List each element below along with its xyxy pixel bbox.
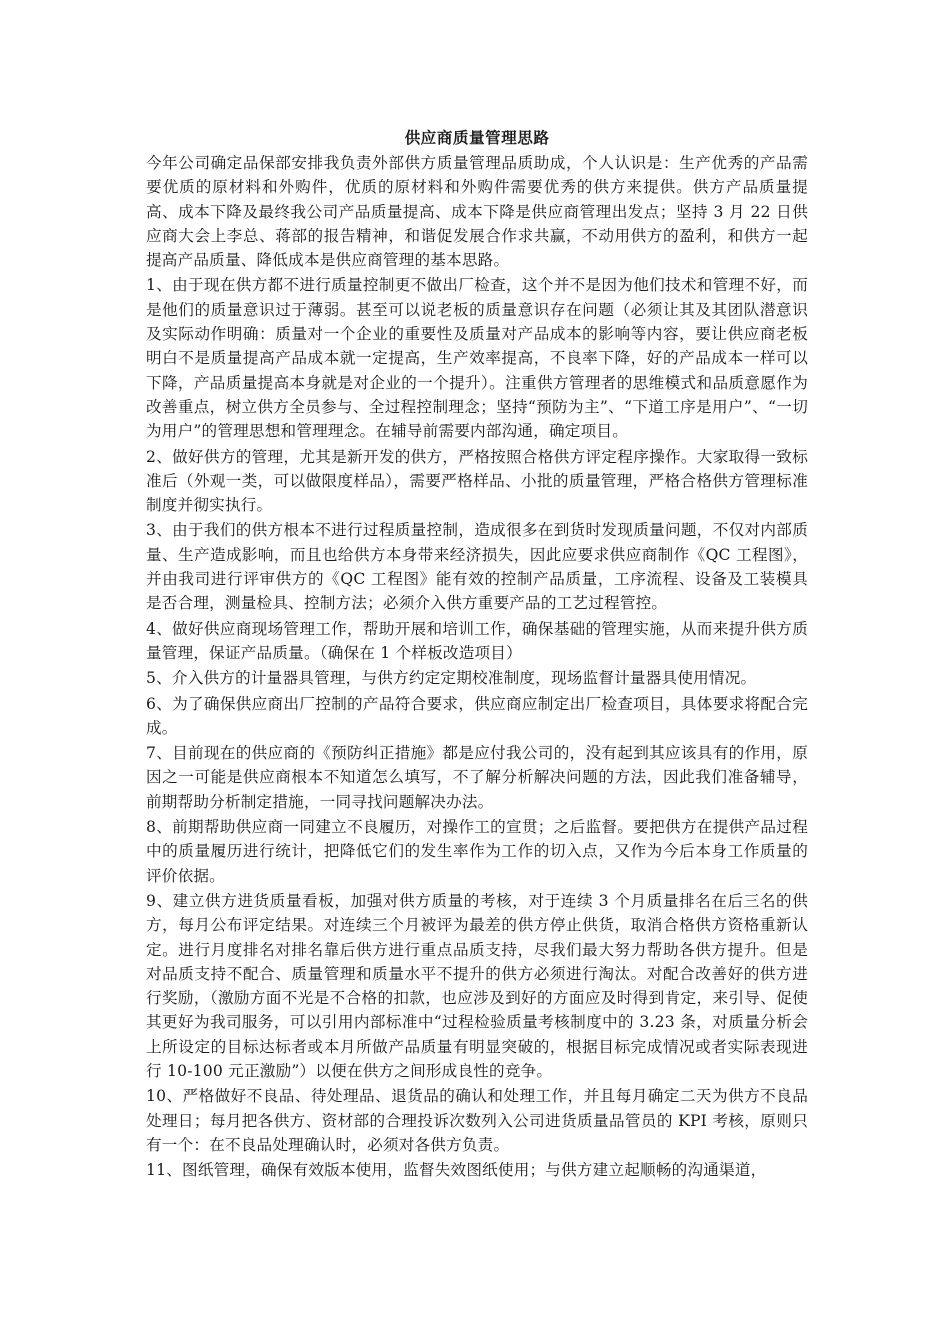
item-paragraph-10: 10、严格做好不良品、待处理品、退货品的确认和处理工作，并且每月确定二天为供方不良品处理日；每月把各供方、资材部的合理投诉次数列入公司进货质量品管员的 KPI 考核，原则只有一个：在不良品处理确认时，必须对各供方负责。	[146, 1087, 808, 1154]
item-paragraph-3: 3、由于我们的供方根本不进行过程质量控制，造成很多在到货时发现质量问题，不仅对内部质量、生产造成影响，而且也给供方本身带来经济损失，因此应要求供应商制作《QC 工程图》，并由我司进行评审供方的《QC 工程图》能有效的控制产品质量，工序流程、设备及工装模具是否合理，测量检具、控制方法；必须介入供方重要产品的工艺过程管控。	[146, 521, 808, 613]
intro-paragraph: 今年公司确定品保部安排我负责外部供方质量管理品质助成，个人认识是：生产优秀的产品需要优质的原材料和外购件，优质的原材料和外购件需要优秀的供方来提供。供方产品质量提高、成本下降及最终我公司产品质量提高、成本下降是供应商管理出发点；坚持 3 月 22 日供应商大会上李总、蒋部的报告精神，和谐促发展合作求共赢，不动用供方的盈利，和供方一起提高产品质量、降低成本是供应商管理的基本思路。	[146, 154, 808, 270]
item-paragraph-6: 6、为了确保供应商出厂控制的产品符合要求，供应商应制定出厂检查项目，具体要求将配合完成。	[146, 694, 808, 737]
item-paragraph-11: 11、图纸管理，确保有效版本使用，监督失效图纸使用；与供方建立起顺畅的沟通渠道，	[146, 1161, 767, 1180]
item-paragraph-1: 1、由于现在供方都不进行质量控制更不做出厂检查，这个并不是因为他们技术和管理不好，而是他们的质量意识过于薄弱。甚至可以说老板的质量意识存在问题（必须让其及其团队潜意识及实际动作明确：质量对一个企业的重要性及质量对产品成本的影响等内容，要让供应商老板明白不是质量提高产品成本就一定提高，生产效率提高，不良率下降，好的产品成本一样可以下降，产品质量提高本身就是对企业的一个提升）。注重供方管理者的思维模式和品质意愿作为改善重点，树立供方全员参与、全过程控制理念；坚持“预防为主”、“下道工序是用户”、“一切为用户”的管理思想和管理理念。在辅导前需要内部沟通，确定项目。	[146, 276, 808, 441]
item-paragraph-9: 9、建立供方进货质量看板，加强对供方质量的考核，对于连续 3 个月质量排名在后三名的供方，每月公布评定结果。对连续三个月被评为最差的供方停止供货，取消合格供方资格重新认定。进行月度排名对排名靠后供方进行重点品质支持，尽我们最大努力帮助各供方提升。但是对品质支持不配合、质量管理和质量水平不提升的供方必须进行淘汰。对配合改善好的供方进行奖励，（激励方面不光是不合格的扣款，也应涉及到好的方面应及时得到肯定，来引导、促使其更好为我司服务，可以引用内部标准中“过程检验质量考核制度中的 3.23 条，对质量分析会上所设定的目标达标者或本月所做产品质量有明显突破的，根据目标完成情况或者实际表现进行 10-100 元正激励”）以便在供方之间形成良性的竞争。	[146, 891, 808, 1080]
item-paragraph-4: 4、做好供应商现场管理工作，帮助开展和培训工作，确保基础的管理实施，从而来提升供方质量管理，保证产品质量。（确保在 1 个样板改造项目）	[146, 619, 808, 662]
item-paragraph-2: 2、做好供方的管理，尤其是新开发的供方，严格按照合格供方评定程序操作。大家取得一致标准后（外观一类，可以做限度样品），需要严格样品、小批的质量管理，严格合格供方管理标准制度并彻实执行。	[146, 447, 808, 515]
item-paragraph-8: 8、前期帮助供应商一同建立不良履历，对操作工的宣贯；之后监督。要把供方在提供产品过程中的质量履历进行统计，把降低它们的发生率作为工作的切入点，又作为今后本身工作质量的评价依据。	[146, 818, 808, 885]
item-paragraph-5: 5、介入供方的计量器具管理，与供方约定定期校准制度，现场监督计量器具使用情况。	[146, 669, 757, 688]
document-body	[146, 126, 808, 1183]
document-title: 供应商质量管理思路	[404, 129, 550, 147]
item-paragraph-7: 7、目前现在的供应商的《预防纠正措施》都是应付我公司的，没有起到其应该具有的作用，原因之一可能是供应商根本不知道怎么填写，不了解分析解决问题的方法，因此我们准备辅导，前期帮助分析制定措施，一同寻找问题解决办法。	[146, 744, 808, 811]
